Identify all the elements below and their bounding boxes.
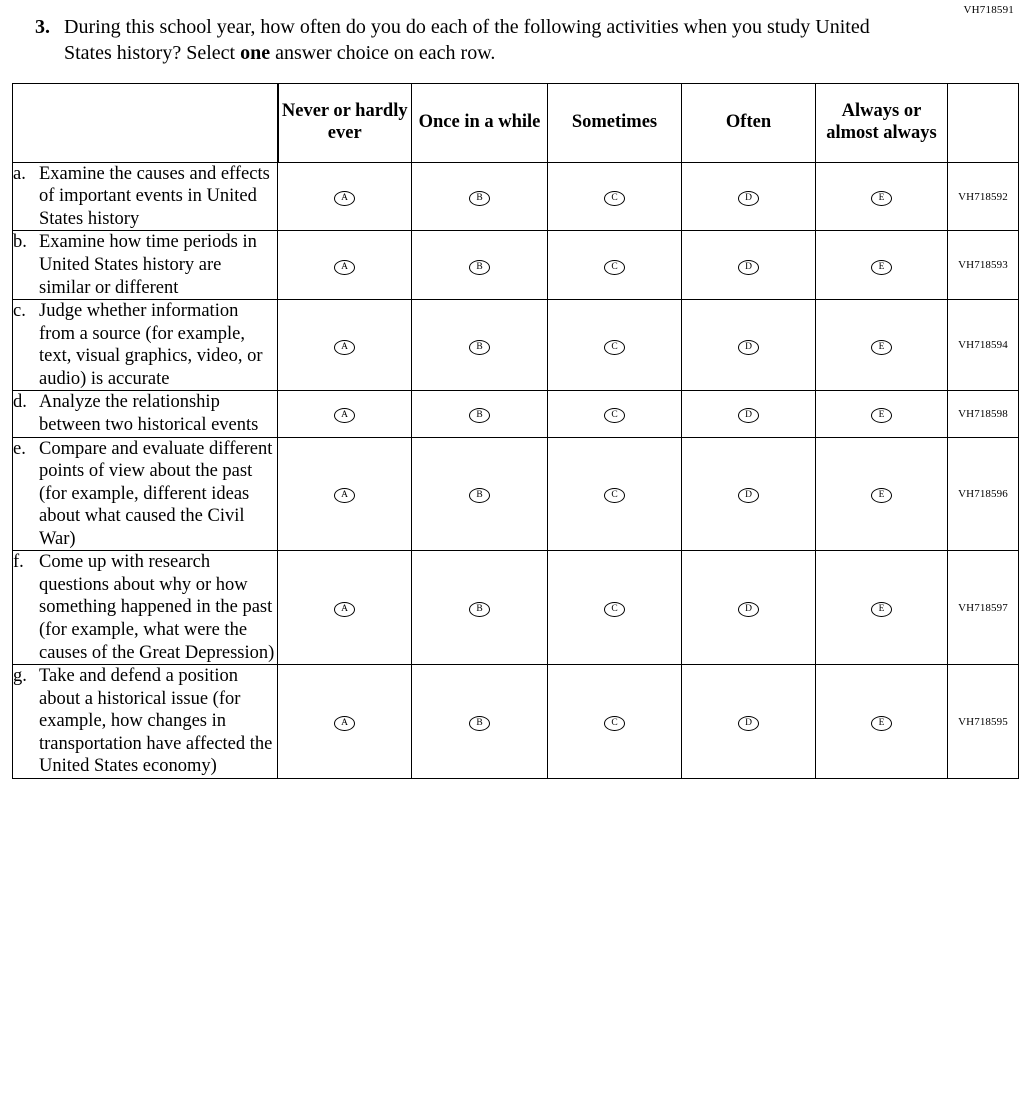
bubble-a-A[interactable]: A	[334, 191, 355, 206]
radio-d-often[interactable]	[682, 391, 816, 437]
radio-g-often[interactable]	[682, 665, 816, 779]
header-option-always-or-almost-always: Always or almost always	[816, 83, 948, 162]
question-block	[0, 0, 1022, 67]
radio-f-never-or-hardly-ever[interactable]	[278, 551, 412, 665]
row-letter-e: e.	[13, 438, 26, 459]
row-id-d: VH718598	[948, 391, 1019, 437]
bubble-d-D[interactable]: D	[738, 408, 759, 423]
bubble-g-A[interactable]: A	[334, 716, 355, 731]
question-row	[0, 14, 1022, 67]
radio-c-never-or-hardly-ever[interactable]	[278, 300, 412, 391]
bubble-a-C[interactable]: C	[604, 191, 625, 206]
row-text-c: Judge whether information from a source (for example, text, visual graphics, video, or audio) is accurate	[39, 301, 263, 389]
radio-e-sometimes[interactable]	[548, 437, 682, 551]
row-label-e	[13, 437, 278, 551]
header-option-sometimes: Sometimes	[548, 83, 682, 162]
row-letter-a: a.	[13, 163, 26, 184]
bubble-c-B[interactable]: B	[469, 340, 490, 355]
bubble-e-E[interactable]: E	[871, 488, 892, 503]
row-id-c: VH718594	[948, 300, 1019, 391]
radio-g-never-or-hardly-ever[interactable]	[278, 665, 412, 779]
row-text-a: Examine the causes and effects of important events in United States history	[39, 163, 270, 229]
row-letter-f: f.	[13, 552, 24, 573]
bubble-a-E[interactable]: E	[871, 191, 892, 206]
radio-e-often[interactable]	[682, 437, 816, 551]
table-row	[13, 551, 1019, 665]
row-id-a: VH718592	[948, 162, 1019, 231]
table-row	[13, 231, 1019, 300]
bubble-f-C[interactable]: C	[604, 602, 625, 617]
radio-g-sometimes[interactable]	[548, 665, 682, 779]
radio-f-once-in-a-while[interactable]	[412, 551, 548, 665]
bubble-e-C[interactable]: C	[604, 488, 625, 503]
row-text-f: Come up with research questions about why or how something happened in the past (for example, what were the causes of the Great Depression)	[39, 552, 275, 663]
header-activity-column	[13, 83, 278, 162]
radio-c-sometimes[interactable]	[548, 300, 682, 391]
header-option-often: Often	[682, 83, 816, 162]
radio-c-always-or-almost-always[interactable]	[816, 300, 948, 391]
radio-f-often[interactable]	[682, 551, 816, 665]
radio-d-sometimes[interactable]	[548, 391, 682, 437]
question-text-part1: During this school year, how often do you do each of the following activities when you study United States history? Select	[64, 16, 870, 65]
bubble-a-B[interactable]: B	[469, 191, 490, 206]
bubble-c-E[interactable]: E	[871, 340, 892, 355]
radio-g-always-or-almost-always[interactable]	[816, 665, 948, 779]
row-letter-d: d.	[13, 392, 27, 413]
radio-e-never-or-hardly-ever[interactable]	[278, 437, 412, 551]
row-label-f	[13, 551, 278, 665]
radio-b-sometimes[interactable]	[548, 231, 682, 300]
row-label-c	[13, 300, 278, 391]
row-letter-g: g.	[13, 666, 27, 687]
radio-a-often[interactable]	[682, 162, 816, 231]
row-letter-c: c.	[13, 301, 26, 322]
header-id-column	[948, 83, 1019, 162]
question-number: 3.	[35, 16, 50, 38]
radio-f-always-or-almost-always[interactable]	[816, 551, 948, 665]
question-text	[64, 14, 894, 67]
matrix-table-wrapper	[0, 67, 1022, 779]
bubble-g-E[interactable]: E	[871, 716, 892, 731]
header-option-never-or-hardly-ever: Never or hardly ever	[278, 83, 412, 162]
bubble-c-A[interactable]: A	[334, 340, 355, 355]
bubble-b-B[interactable]: B	[469, 260, 490, 275]
radio-c-once-in-a-while[interactable]	[412, 300, 548, 391]
bubble-f-B[interactable]: B	[469, 602, 490, 617]
bubble-g-C[interactable]: C	[604, 716, 625, 731]
radio-b-never-or-hardly-ever[interactable]	[278, 231, 412, 300]
row-label-a	[13, 162, 278, 231]
bubble-c-D[interactable]: D	[738, 340, 759, 355]
bubble-e-D[interactable]: D	[738, 488, 759, 503]
radio-a-sometimes[interactable]	[548, 162, 682, 231]
radio-b-once-in-a-while[interactable]	[412, 231, 548, 300]
radio-c-often[interactable]	[682, 300, 816, 391]
bubble-b-E[interactable]: E	[871, 260, 892, 275]
row-letter-b: b.	[13, 232, 27, 253]
row-id-f: VH718597	[948, 551, 1019, 665]
row-id-e: VH718596	[948, 437, 1019, 551]
row-id-b: VH718593	[948, 231, 1019, 300]
radio-a-always-or-almost-always[interactable]	[816, 162, 948, 231]
row-text-g: Take and defend a position about a historical issue (for example, how changes in transportation have affected the United States economy)	[39, 666, 273, 777]
bubble-d-C[interactable]: C	[604, 408, 625, 423]
radio-g-once-in-a-while[interactable]	[412, 665, 548, 779]
matrix-header	[13, 83, 1019, 162]
table-row	[13, 300, 1019, 391]
table-row	[13, 162, 1019, 231]
radio-a-once-in-a-while[interactable]	[412, 162, 548, 231]
radio-d-never-or-hardly-ever[interactable]	[278, 391, 412, 437]
bubble-a-D[interactable]: D	[738, 191, 759, 206]
row-label-g	[13, 665, 278, 779]
table-row	[13, 391, 1019, 437]
bubble-b-A[interactable]: A	[334, 260, 355, 275]
row-text-e: Compare and evaluate different points of view about the past (for example, different ideas about what caused the Civil War)	[39, 438, 273, 549]
radio-b-always-or-almost-always[interactable]	[816, 231, 948, 300]
question-text-part2: answer choice on each row.	[270, 42, 496, 65]
table-row	[13, 665, 1019, 779]
radio-d-once-in-a-while[interactable]	[412, 391, 548, 437]
row-label-d	[13, 391, 278, 437]
matrix-header-row	[13, 83, 1019, 162]
bubble-d-A[interactable]: A	[334, 408, 355, 423]
radio-e-once-in-a-while[interactable]	[412, 437, 548, 551]
row-text-b: Examine how time periods in United States history are similar or different	[39, 232, 257, 298]
bubble-b-D[interactable]: D	[738, 260, 759, 275]
bubble-f-D[interactable]: D	[738, 602, 759, 617]
page-item-id: VH718591	[963, 4, 1014, 16]
radio-d-always-or-almost-always[interactable]	[816, 391, 948, 437]
row-text-d: Analyze the relationship between two historical events	[39, 392, 259, 435]
radio-e-always-or-almost-always[interactable]	[816, 437, 948, 551]
activities-matrix-table	[12, 83, 1019, 779]
radio-f-sometimes[interactable]	[548, 551, 682, 665]
bubble-f-A[interactable]: A	[334, 602, 355, 617]
row-label-b	[13, 231, 278, 300]
bubble-g-B[interactable]: B	[469, 716, 490, 731]
bubble-f-E[interactable]: E	[871, 602, 892, 617]
radio-b-often[interactable]	[682, 231, 816, 300]
bubble-e-A[interactable]: A	[334, 488, 355, 503]
header-option-once-in-a-while: Once in a while	[412, 83, 548, 162]
bubble-b-C[interactable]: C	[604, 260, 625, 275]
bubble-c-C[interactable]: C	[604, 340, 625, 355]
matrix-body	[13, 162, 1019, 778]
question-text-emphasis: one	[240, 42, 271, 65]
radio-a-never-or-hardly-ever[interactable]	[278, 162, 412, 231]
bubble-d-E[interactable]: E	[871, 408, 892, 423]
bubble-d-B[interactable]: B	[469, 408, 490, 423]
bubble-e-B[interactable]: B	[469, 488, 490, 503]
table-row	[13, 437, 1019, 551]
bubble-g-D[interactable]: D	[738, 716, 759, 731]
row-id-g: VH718595	[948, 665, 1019, 779]
